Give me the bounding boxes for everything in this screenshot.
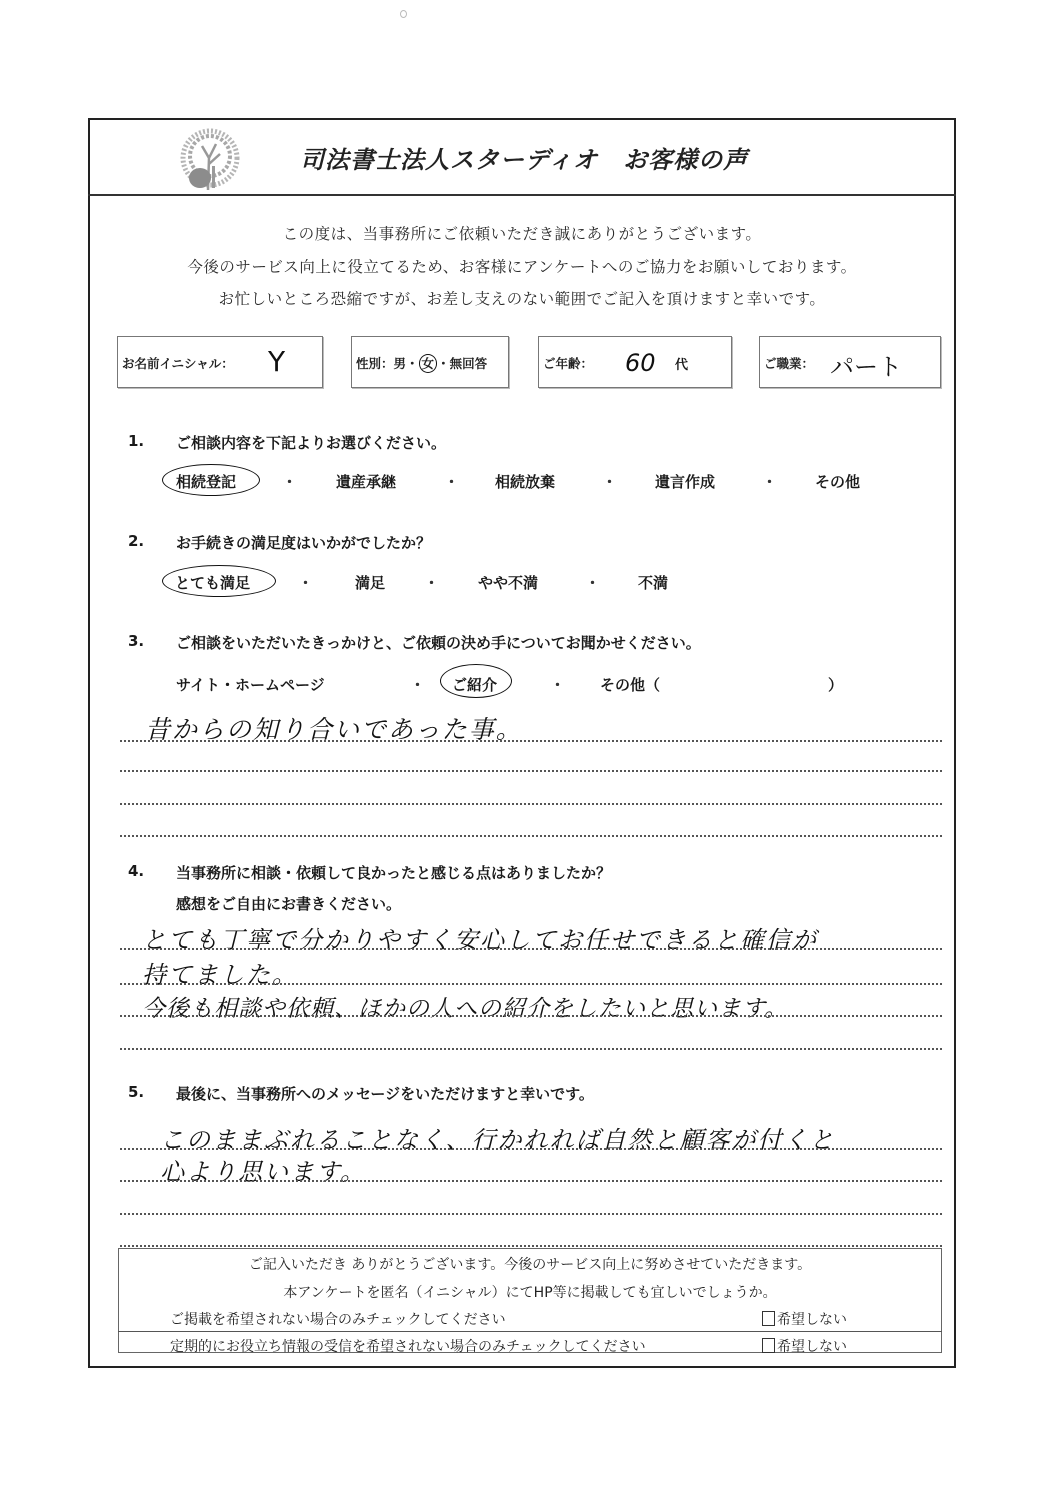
answer-line [120,770,942,772]
answer-line [120,1245,942,1247]
separator-dot: ・ [762,473,778,491]
q1-option-renunciation[interactable]: 相続放棄 [495,473,556,491]
checkbox-icon[interactable] [762,1311,775,1326]
intro-line-1: この度は、当事務所にご依頼いただき誠にありがとうございます。 [282,225,762,243]
gender-option-female-selected[interactable]: 女 [419,354,438,373]
q1-option-other[interactable]: その他 [815,473,861,491]
q4-text: 当事務所に相談・依頼して良かったと感じる点はありましたか？ [176,864,612,882]
info-opt-out-checkbox[interactable] [762,1336,847,1356]
q1-option-will-creation[interactable]: 遺言作成 [655,473,716,491]
q1-number: 1. [128,432,145,450]
q4-answer-line-1[interactable]: とても丁寧で分かりやすく安心してお任せできると確信が [142,926,818,954]
q1-option-estate-succession[interactable]: 遺産承継 [336,473,397,491]
q3-option-website[interactable]: サイト・ホームページ [176,676,325,694]
publish-opt-out-label: ご掲載を希望されない場合のみチェックしてください [170,1312,506,1328]
q3-option-referral[interactable]: ご紹介 [452,676,498,694]
separator-dot: ・ [410,676,426,694]
q5-text: 最後に、当事務所へのメッセージをいただけますと幸いです。 [176,1085,594,1103]
q2-option-very-satisfied[interactable]: とても満足 [175,574,251,592]
q1-text: ご相談内容を下記よりお選びください。 [176,434,447,452]
publish-opt-out-checkbox-label: 希望しない [777,1312,847,1328]
separator-dot: ・ [282,473,298,491]
q4-subtext: 感想をご自由にお書きください。 [176,895,402,913]
age-value: 60 [625,349,656,377]
initial-label: お名前イニシャル： [122,356,234,371]
q1-option-inheritance-registration[interactable]: 相続登記 [176,473,237,491]
occupation-value: パート [830,353,902,381]
gender-field[interactable] [351,336,509,388]
gender-sep: ・ [437,356,450,371]
answer-line [120,1213,942,1215]
q2-option-somewhat-dissatisfied[interactable]: やや不満 [478,574,539,592]
separator-dot: ・ [424,574,440,592]
initial-value: Y [268,345,286,378]
q2-number: 2. [128,532,145,550]
info-opt-out-label: 定期的にお役立ち情報の受信を希望されない場合のみチェックしてください [170,1339,646,1355]
separator-dot: ・ [550,676,566,694]
gender-sep: ・ [406,356,419,371]
q5-answer-line-1[interactable]: このままぶれることなく、行かれれば自然と顧客が付くと [160,1126,836,1154]
age-field[interactable] [538,336,732,388]
intro-line-2: 今後のサービス向上に役立てるため、お客様にアンケートへのご協力をお願いしております。 [187,258,857,276]
answer-line [120,1180,942,1182]
q4-answer-line-3[interactable]: 今後も相談や依頼、ほかの人への紹介をしたいと思います。 [142,996,789,1022]
info-opt-out-checkbox-label: 希望しない [777,1339,847,1355]
q2-text: お手続きの満足度はいかがでしたか？ [176,534,432,552]
q2-option-dissatisfied[interactable]: 不満 [638,574,669,592]
answer-line [120,983,942,985]
q5-answer-line-2[interactable]: 心より思います。 [160,1158,367,1186]
footer-thanks: ご記入いただき ありがとうございます。今後のサービス向上に努めさせていただきます。 [248,1257,812,1273]
answer-line [120,1048,942,1050]
q5-number: 5. [128,1083,145,1101]
answer-line [120,803,942,805]
intro-line-3: お忙しいところ恐縮ですが、お差し支えのない範囲でご記入を頂けますと幸いです。 [218,290,826,308]
header-divider [88,194,956,196]
separator-dot: ・ [602,473,618,491]
gender-option-no-answer[interactable]: 無回答 [449,356,488,371]
q4-number: 4. [128,862,145,880]
occupation-label: ご職業： [764,356,815,371]
separator-dot: ・ [444,473,460,491]
consent-divider [118,1331,942,1332]
gender-option-male[interactable]: 男 [393,356,407,371]
age-label: ご年齢： [543,356,594,371]
footer-publish-question: 本アンケートを匿名（イニシャル）にてHP等に掲載しても宜しいでしょうか。 [283,1285,777,1301]
q2-option-satisfied[interactable]: 満足 [355,574,386,592]
answer-line [120,1015,942,1017]
answer-line [120,835,942,837]
age-suffix: 代 [675,358,689,373]
answer-line [120,948,942,950]
q4-answer-line-2[interactable]: 持てました。 [142,961,298,989]
scan-mark [400,10,407,18]
checkbox-icon[interactable] [762,1338,775,1353]
q3-text: ご相談をいただいたきっかけと、ご依頼の決め手についてお聞かせください。 [176,634,701,652]
page-title: 司法書士法人スターディオ お客様の声 [300,146,749,174]
occupation-field[interactable] [759,336,941,388]
initial-field[interactable] [117,336,323,388]
gender-label: 性別： [356,356,394,371]
tree-logo-icon [178,128,242,192]
separator-dot: ・ [298,574,314,592]
q3-option-other-open[interactable]: その他（ [600,676,661,694]
q3-number: 3. [128,632,145,650]
q3-answer-line-1[interactable]: 昔からの知り合いであった事。 [145,715,523,744]
answer-line [120,740,942,742]
q3-option-other-close: ） [828,676,844,694]
publish-opt-out-checkbox[interactable] [762,1309,847,1329]
answer-line [120,1148,942,1150]
separator-dot: ・ [585,574,601,592]
